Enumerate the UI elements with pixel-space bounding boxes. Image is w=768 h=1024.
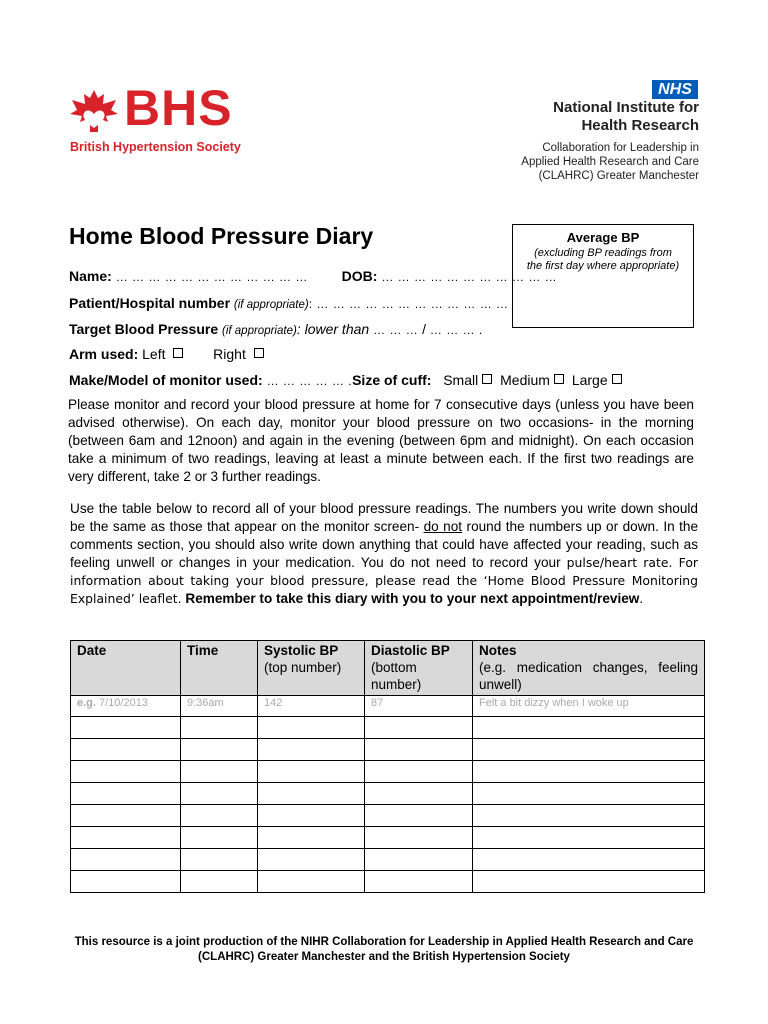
diastolic-cell[interactable]	[365, 739, 473, 761]
target-bp-prefix: : lower than	[296, 321, 370, 337]
example-systolic: 142	[258, 696, 365, 717]
diastolic-cell[interactable]	[365, 871, 473, 893]
table-row	[71, 805, 705, 827]
systolic-cell[interactable]	[258, 717, 365, 739]
header-notes-sub: (e.g. medication changes, feeling unwell)	[479, 660, 698, 692]
example-diastolic: 87	[365, 696, 473, 717]
name-label: Name:	[69, 268, 112, 284]
table-row	[71, 827, 705, 849]
average-bp-heading: Average BP	[566, 230, 640, 245]
target-systolic-field[interactable]: … … …	[373, 323, 419, 337]
time-cell[interactable]	[181, 783, 258, 805]
nhs-badge: NHS	[652, 80, 698, 99]
example-date	[71, 696, 181, 717]
systolic-cell[interactable]	[258, 871, 365, 893]
notes-cell[interactable]	[473, 805, 705, 827]
date-cell[interactable]	[71, 805, 181, 827]
table-row	[71, 783, 705, 805]
header-diastolic-title: Diastolic BP	[371, 643, 450, 658]
systolic-cell[interactable]	[258, 761, 365, 783]
diastolic-cell[interactable]	[365, 827, 473, 849]
table-row	[71, 849, 705, 871]
date-cell[interactable]	[71, 871, 181, 893]
bhs-wordmark: BHS	[124, 80, 233, 136]
dob-label: DOB:	[341, 268, 378, 284]
table-row	[71, 761, 705, 783]
systolic-cell[interactable]	[258, 849, 365, 871]
time-cell[interactable]	[181, 871, 258, 893]
time-cell[interactable]	[181, 827, 258, 849]
notes-cell[interactable]	[473, 761, 705, 783]
patient-number-field[interactable]: : … … … … … … … … … … … …	[308, 297, 509, 311]
diastolic-cell[interactable]	[365, 849, 473, 871]
arm-used-line	[69, 346, 268, 362]
date-cell[interactable]	[71, 849, 181, 871]
do-not-emphasis: do not	[423, 519, 463, 534]
time-cell[interactable]	[181, 805, 258, 827]
patient-number-line	[69, 295, 509, 311]
date-cell[interactable]	[71, 783, 181, 805]
table-instructions-paragraph	[70, 500, 698, 608]
cuff-label: Size of cuff:	[352, 372, 432, 388]
monitor-label: Make/Model of monitor used:	[69, 372, 263, 388]
table-row	[71, 717, 705, 739]
clahrc-subtitle	[521, 141, 699, 183]
arm-right-label: Right	[213, 346, 246, 362]
time-cell[interactable]	[181, 739, 258, 761]
example-date-value: 7/10/2013	[99, 697, 148, 709]
header-systolic	[258, 641, 365, 696]
table-row	[71, 739, 705, 761]
nihr-line-1: National Institute for	[553, 99, 699, 116]
instructions-paragraph: Please monitor and record your blood pressure at home for 7 consecutive days (unless you have been advised otherwise). On each day, monitor your blood pressure on two occasions- in the morning (between 6am and 12noon) and again in the evening (between 6pm and midnight). On each occasion take a minimum of two readings, leaving at least a minute between each. If the first two readings are very different, take 2 or 3 further readings.	[68, 397, 694, 484]
patient-number-note: (if appropriate)	[233, 299, 309, 311]
example-prefix: e.g.	[77, 697, 96, 709]
cuff-large-checkbox[interactable]	[612, 374, 622, 384]
arm-left-label: Left	[142, 346, 166, 362]
date-cell[interactable]	[71, 739, 181, 761]
arm-left-checkbox[interactable]	[173, 348, 183, 358]
time-cell[interactable]	[181, 761, 258, 783]
notes-cell[interactable]	[473, 827, 705, 849]
diastolic-cell[interactable]	[365, 805, 473, 827]
para2-period: .	[639, 591, 644, 606]
target-bp-line	[69, 321, 483, 337]
example-row	[71, 696, 705, 717]
clahrc-line-1: Collaboration for Leadership in	[542, 142, 699, 154]
cuff-small-checkbox[interactable]	[482, 374, 492, 384]
cuff-small-label: Small	[443, 372, 479, 388]
cuff-medium-checkbox[interactable]	[554, 374, 564, 384]
systolic-cell[interactable]	[258, 739, 365, 761]
header-time	[181, 641, 258, 696]
table-row	[71, 871, 705, 893]
example-notes: Felt a bit dizzy when I woke up	[473, 696, 705, 717]
reminder-text: Remember to take this diary with you to your next appointment/review	[181, 591, 640, 606]
cuff-medium-label: Medium	[500, 372, 550, 388]
diastolic-cell[interactable]	[365, 717, 473, 739]
page-title: Home Blood Pressure Diary	[69, 223, 374, 249]
header-notes-title: Notes	[479, 643, 517, 658]
average-bp-note: (excluding BP readings from the first day where appropriate)	[526, 247, 680, 272]
cuff-large-label: Large	[571, 372, 608, 388]
header-systolic-sub: (top number)	[264, 660, 342, 675]
header-notes	[473, 641, 705, 696]
target-diastolic-field[interactable]: … … … .	[429, 323, 483, 337]
header-time-title: Time	[187, 643, 219, 658]
notes-cell[interactable]	[473, 783, 705, 805]
para2-part1: Use the table below to record all of your blood pressure readings. The numbers you write down should be the same as those that appear on the monitor screen-	[70, 501, 698, 534]
notes-cell[interactable]	[473, 849, 705, 871]
date-cell[interactable]	[71, 827, 181, 849]
header-diastolic-sub: (bottom number)	[371, 660, 422, 692]
para2-part2: round the numbers up or down. In the comments section, you should also write down anything that could have affected your reading, such as feeling unwell or changes in your medication. You do not need to record your	[70, 519, 699, 570]
systolic-cell[interactable]	[258, 827, 365, 849]
date-cell[interactable]	[71, 761, 181, 783]
target-bp-note: (if appropriate)	[222, 325, 297, 337]
header-date-title: Date	[77, 643, 107, 658]
clahrc-line-3: (CLAHRC) Greater Manchester	[538, 170, 699, 182]
systolic-cell[interactable]	[258, 805, 365, 827]
time-cell[interactable]	[181, 717, 258, 739]
maple-heart-icon	[68, 88, 120, 134]
notes-cell[interactable]	[473, 871, 705, 893]
monitor-field[interactable]: … … … … … .	[266, 374, 353, 388]
table-header-row	[71, 641, 705, 696]
dob-field[interactable]: … … … … … … … … … … …	[381, 270, 558, 284]
name-field[interactable]: … … … … … … … … … … … …	[115, 270, 308, 284]
footer-credit: This resource is a joint production of the NIHR Collaboration for Leadership in Applied Health Research and Care (CLAHRC) Greater Manchester and the British Hypertension Society	[74, 936, 694, 963]
notes-cell[interactable]	[473, 717, 705, 739]
date-cell[interactable]	[71, 717, 181, 739]
header-systolic-title: Systolic BP	[264, 643, 339, 658]
arm-used-label: Arm used:	[69, 346, 139, 362]
clahrc-line-2: Applied Health Research and Care	[521, 156, 699, 168]
nihr-title	[553, 99, 699, 135]
header-diastolic	[365, 641, 473, 696]
bp-diary-table	[70, 640, 705, 893]
target-slash: /	[422, 321, 427, 337]
name-dob-line	[69, 268, 557, 284]
example-time: 9:36am	[181, 696, 258, 717]
bhs-full-name: British Hypertension Society	[70, 140, 241, 154]
diastolic-cell[interactable]	[365, 783, 473, 805]
arm-right-checkbox[interactable]	[254, 348, 264, 358]
para2-part3: pulse/heart rate. For information about taking your blood pressure, please read the ‘Home Blood Pressure Monitoring Explained’ leaflet.	[70, 555, 698, 606]
time-cell[interactable]	[181, 849, 258, 871]
systolic-cell[interactable]	[258, 783, 365, 805]
bhs-logo	[68, 80, 268, 156]
target-bp-label: Target Blood Pressure	[69, 321, 219, 337]
patient-number-label: Patient/Hospital number	[69, 295, 231, 311]
nihr-line-2: Health Research	[581, 117, 699, 134]
notes-cell[interactable]	[473, 739, 705, 761]
header-date	[71, 641, 181, 696]
diastolic-cell[interactable]	[365, 761, 473, 783]
monitor-cuff-line	[69, 372, 626, 388]
